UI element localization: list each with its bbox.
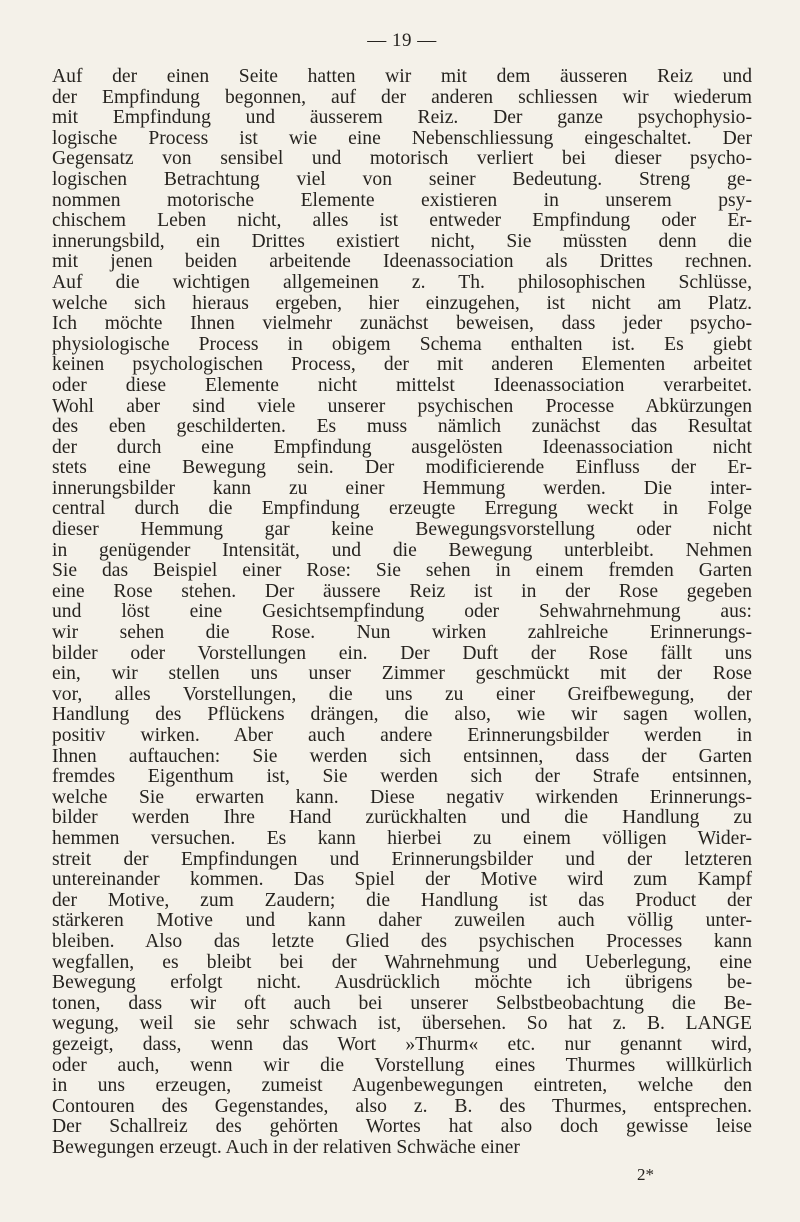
text-line: logische Process ist wie eine Nebenschliessung eingeschaltet. Der	[52, 127, 752, 149]
text-line: Bewegung erfolgt nicht. Ausdrücklich möchte ich übrigens be-	[52, 972, 752, 994]
text-line: vor, alles Vorstellungen, die uns zu einer Greifbewegung, der	[52, 683, 752, 705]
text-line: wir sehen die Rose. Nun wirken zahlreiche Erinnerungs-	[52, 622, 752, 644]
text-line: stets eine Bewegung sein. Der modificierende Einfluss der Er-	[52, 457, 752, 479]
text-line: welche Sie erwarten kann. Diese negativ wirkenden Erinnerungs-	[52, 786, 752, 808]
body-text	[52, 67, 752, 1158]
text-line: positiv wirken. Aber auch andere Erinnerungsbilder werden in	[52, 725, 752, 746]
text-line: Sie das Beispiel einer Rose: Sie sehen in einem fremden Garten	[52, 560, 752, 582]
text-line: hemmen versuchen. Es kann hierbei zu einem völligen Wider-	[52, 827, 752, 849]
text-line: bilder werden Ihre Hand zurückhalten und die Handlung zu	[52, 807, 752, 829]
text-line: des eben geschilderten. Es muss nämlich zunächst das Resultat	[52, 416, 752, 438]
text-line: mit Empfindung und äusserem Reiz. Der ganze psychophysio-	[52, 107, 752, 129]
text-line: und löst eine Gesichtsempfindung oder Sehwahrnehmung aus:	[52, 601, 752, 623]
text-line: fremdes Eigenthum ist, Sie werden sich der Strafe entsinnen,	[52, 766, 752, 788]
book-page	[52, 0, 752, 1222]
text-line: logischen Betrachtung viel von seiner Bedeutung. Streng ge-	[52, 168, 752, 190]
text-line: Contouren des Gegenstandes, also z. B. des Thurmes, entsprechen.	[52, 1095, 752, 1117]
text-line: oder auch, wenn wir die Vorstellung eines Thurmes willkürlich	[52, 1054, 752, 1076]
text-line: innerungsbilder kann zu einer Hemmung werden. Die inter-	[52, 477, 752, 499]
text-line: in uns erzeugen, zumeist Augenbewegungen eintreten, welche den	[52, 1075, 752, 1097]
text-line: stärkeren Motive und kann daher zuweilen auch völlig unter-	[52, 910, 752, 932]
text-line: eine Rose stehen. Der äussere Reiz ist in der Rose gegeben	[52, 580, 752, 602]
text-line: Bewegungen erzeugt. Auch in der relativen Schwäche einer	[52, 1136, 520, 1158]
text-line: nommen motorische Elemente existieren in unserem psy-	[52, 189, 752, 211]
text-line: bleiben. Also das letzte Glied des psychischen Processes kann	[52, 930, 752, 952]
text-line: chischem Leben nicht, alles ist entweder Empfindung oder Er-	[52, 210, 752, 232]
page-number: — 19 —	[367, 30, 437, 51]
text-line: Ich möchte Ihnen vielmehr zunächst beweisen, dass jeder psycho-	[52, 313, 752, 335]
text-line: Handlung des Pflückens drängen, die also, wie wir sagen wollen,	[52, 704, 752, 726]
text-line: gezeigt, dass, wenn das Wort »Thurm« etc. nur genannt wird,	[52, 1033, 752, 1055]
text-line: central durch die Empfindung erzeugte Erregung weckt in Folge	[52, 498, 752, 520]
text-line: Auf die wichtigen allgemeinen z. Th. philosophischen Schlüsse,	[52, 271, 752, 293]
text-line: wegung, weil sie sehr schwach ist, übersehen. So hat z. B. LANGE	[52, 1013, 752, 1035]
text-line: Gegensatz von sensibel und motorisch verliert bei dieser psycho-	[52, 148, 752, 170]
text-line: in genügender Intensität, und die Bewegung unterbleibt. Nehmen	[52, 539, 752, 561]
text-line: der Motive, zum Zaudern; die Handlung ist das Product der	[52, 889, 752, 911]
text-line: bilder oder Vorstellungen ein. Der Duft der Rose fällt uns	[52, 642, 752, 664]
text-line: Auf der einen Seite hatten wir mit dem äusseren Reiz und	[52, 66, 752, 87]
text-line: streit der Empfindungen und Erinnerungsbilder und der letzteren	[52, 848, 752, 870]
text-line: Ihnen auftauchen: Sie werden sich entsinnen, dass der Garten	[52, 745, 752, 767]
text-line: untereinander kommen. Das Spiel der Motive wird zum Kampf	[52, 869, 752, 891]
text-line: keinen psychologischen Process, der mit anderen Elementen arbeitet	[52, 354, 752, 376]
signature-mark: 2*	[637, 1165, 654, 1184]
text-line: tonen, dass wir oft auch bei unserer Selbstbeobachtung die Be-	[52, 992, 752, 1014]
text-line: ein, wir stellen uns unser Zimmer geschmückt mit der Rose	[52, 663, 752, 685]
text-line: der Empfindung begonnen, auf der anderen schliessen wir wiederum	[52, 86, 752, 108]
text-line: oder diese Elemente nicht mittelst Ideenassociation verarbeitet.	[52, 374, 752, 396]
text-line: welche sich hieraus ergeben, hier einzugehen, ist nicht am Platz.	[52, 292, 752, 314]
text-line: Wohl aber sind viele unserer psychischen Processe Abkürzungen	[52, 395, 752, 417]
text-line: physiologische Process in obigem Schema enthalten ist. Es giebt	[52, 333, 752, 355]
text-line: der durch eine Empfindung ausgelösten Ideenassociation nicht	[52, 436, 752, 458]
text-line: Der Schallreiz des gehörten Wortes hat also doch gewisse leise	[52, 1116, 752, 1138]
text-line: wegfallen, es bleibt bei der Wahrnehmung und Ueberlegung, eine	[52, 951, 752, 973]
text-line: innerungsbild, ein Drittes existiert nicht, Sie müssten denn die	[52, 230, 752, 252]
text-line: dieser Hemmung gar keine Bewegungsvorstellung oder nicht	[52, 519, 752, 541]
text-line: mit jenen beiden arbeitende Ideenassociation als Drittes rechnen.	[52, 251, 752, 273]
